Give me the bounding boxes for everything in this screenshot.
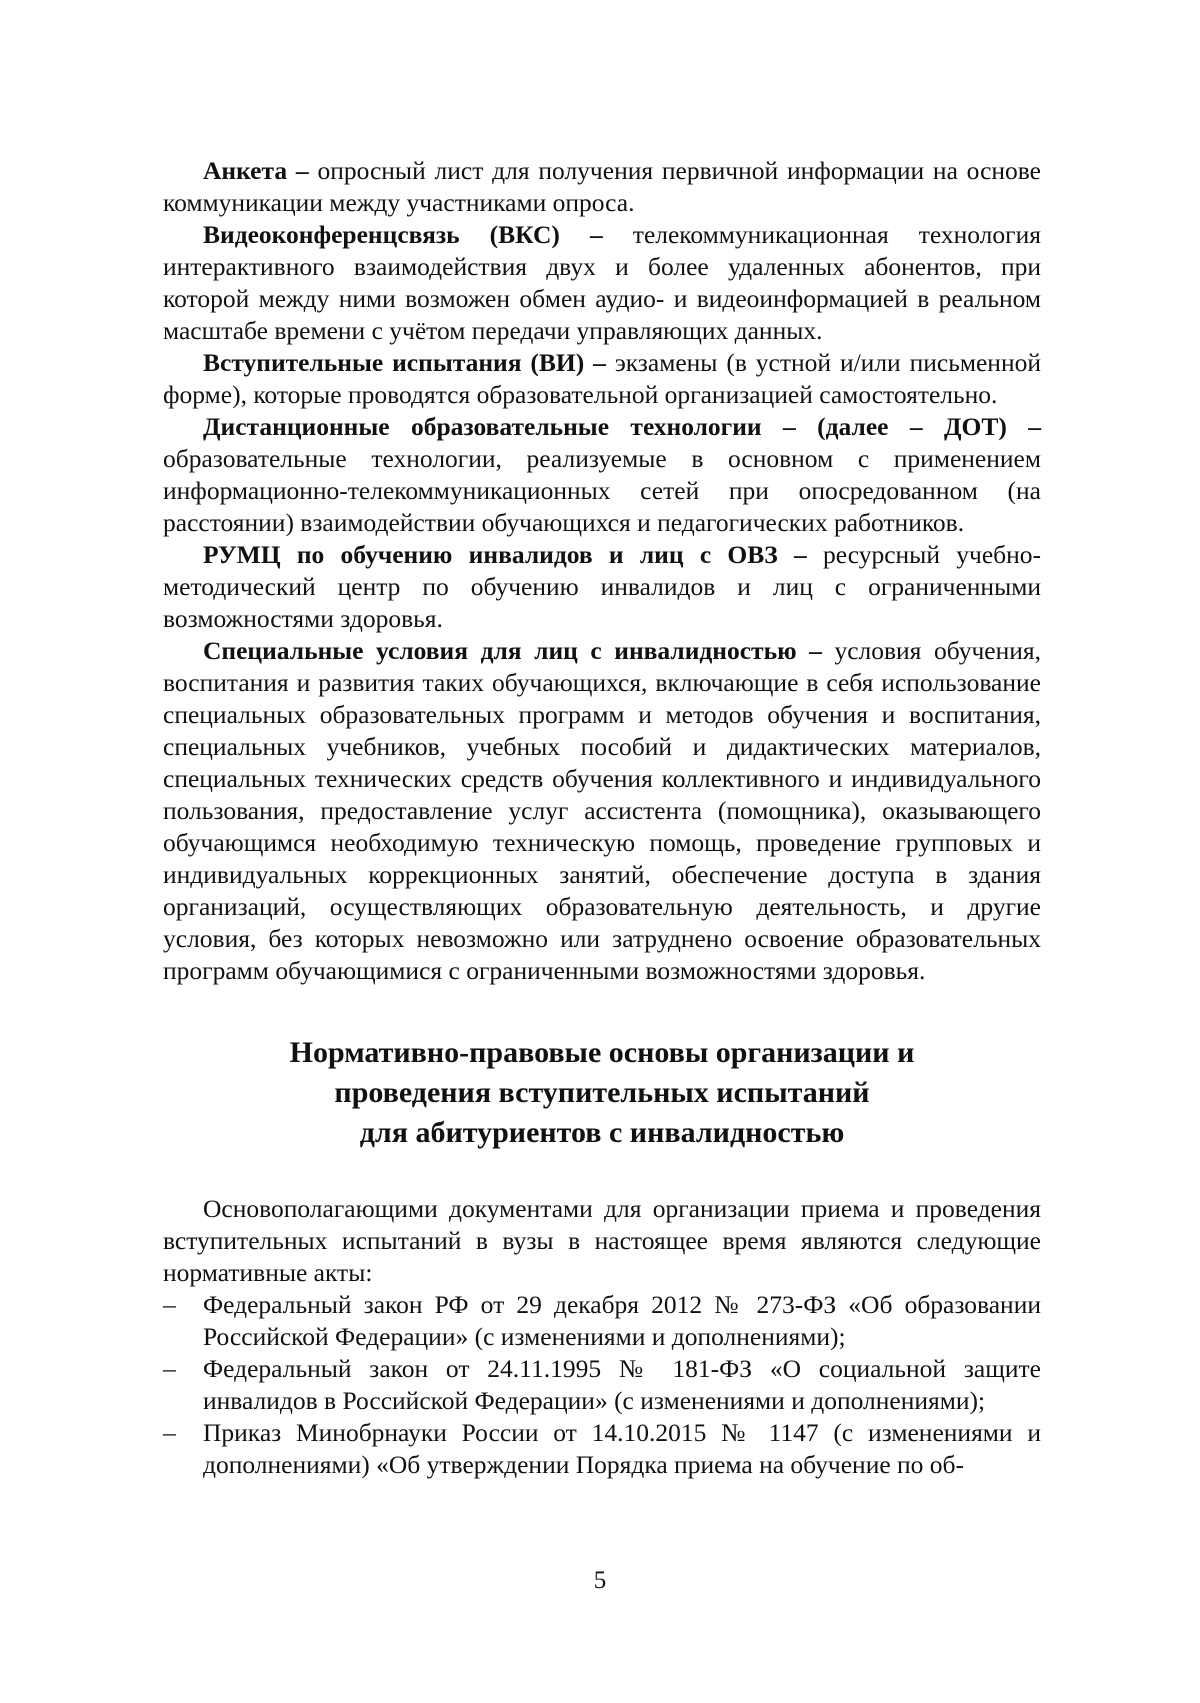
definition-vks bbox=[163, 219, 1041, 347]
list-dash: – bbox=[163, 1354, 176, 1383]
list-dash: – bbox=[163, 1290, 176, 1319]
legal-acts-list bbox=[163, 1289, 1041, 1481]
section-intro: Основополагающими документами для организации приема и проведения вступительных испытаний в вузы в настоящее время являются следующие нормативные акты: bbox=[163, 1194, 1041, 1287]
definition-vi bbox=[163, 347, 1041, 411]
list-item bbox=[163, 1417, 1041, 1481]
definition-anketa bbox=[163, 155, 1041, 219]
definition-dash: – bbox=[287, 156, 318, 185]
definition-term: Дистанционные образовательные технологии – (далее – ДОТ) bbox=[203, 412, 1007, 441]
definition-rumc bbox=[163, 539, 1041, 635]
definition-dash: – bbox=[559, 220, 633, 249]
section-heading-line: проведения вступительных испытаний bbox=[334, 1076, 870, 1109]
definition-term: Анкета bbox=[203, 156, 288, 185]
definition-dot bbox=[163, 411, 1041, 539]
list-item-text: Федеральный закон РФ от 29 декабря 2012 № 273-ФЗ «Об образовании Российской Федерации» (с изменениями и дополнениями); bbox=[203, 1290, 1041, 1351]
definition-term: РУМЦ по обучению инвалидов и лиц с ОВЗ bbox=[203, 540, 778, 569]
definition-text: экзамены (в устной и/или письменной форме), которые проводятся образовательной организацией самостоятельно. bbox=[163, 348, 1041, 409]
definitions-list bbox=[163, 155, 1041, 987]
list-item bbox=[163, 1289, 1041, 1353]
page-number: 5 bbox=[593, 1567, 607, 1594]
definition-dash: – bbox=[584, 348, 615, 377]
definition-term: Вступительные испытания (ВИ) bbox=[203, 348, 585, 377]
definition-text: образовательные технологии, реализуемые в основном с применением информационно-телекоммуникационных сетей при опосредованном (на расстоянии) взаимодействии обучающихся и педагогических работников. bbox=[163, 444, 1041, 537]
definition-dash: – bbox=[777, 540, 824, 569]
definition-text: ресурсный учебно-методический центр по обучению инвалидов и лиц с ограниченными возможностями здоровья. bbox=[163, 540, 1041, 633]
section-heading-line: для абитуриентов с инвалидностью bbox=[359, 1116, 845, 1149]
definition-special-conditions bbox=[163, 635, 1041, 987]
definition-text: опросный лист для получения первичной информации на основе коммуникации между участниками опроса. bbox=[163, 156, 1041, 217]
definition-dash: – bbox=[1006, 412, 1041, 441]
definition-term: Видеоконференцсвязь (ВКС) bbox=[203, 220, 560, 249]
definition-text: условия обучения, воспитания и развития таких обучающихся, включающие в себя использование специальных образовательных программ и методов обучения и воспитания, специальных учебников, учебных пособий и дидактических материалов, специальных технических средств обучения коллективного и индивидуального пользования, предоставление услуг ассистента (помощника), оказывающего обучающимся необходимую техническую помощь, проведение групповых и индивидуальных коррекционных занятий, обеспечение доступа в здания организаций, осуществляющих образовательную деятельность, и другие условия, без которых невозможно или затруднено освоение образовательных программ обучающимися с ограниченными возможностями здоровья. bbox=[163, 636, 1041, 985]
list-dash: – bbox=[163, 1418, 176, 1447]
definition-term: Специальные условия для лиц с инвалидностью bbox=[203, 636, 797, 665]
list-item bbox=[163, 1353, 1041, 1417]
section-heading-line: Нормативно-правовые основы организации и bbox=[289, 1036, 915, 1069]
definition-text: телекоммуникационная технология интерактивного взаимодействия двух и более удаленных абонентов, при которой между ними возможен обмен аудио- и видеоинформацией в реальном масштабе времени с учётом передачи управляющих данных. bbox=[163, 220, 1041, 345]
document-page bbox=[163, 155, 1041, 1481]
list-item-text: Приказ Минобрнауки России от 14.10.2015 № 1147 (с изменениями и дополнениями) «Об утверждении Порядка приема на обучение по об- bbox=[203, 1418, 1041, 1479]
list-item-text: Федеральный закон от 24.11.1995 № 181-ФЗ «О социальной защите инвалидов в Российской Федерации» (с изменениями и дополнениями); bbox=[203, 1354, 1041, 1415]
section-heading bbox=[163, 1033, 1041, 1153]
definition-dash: – bbox=[796, 636, 835, 665]
